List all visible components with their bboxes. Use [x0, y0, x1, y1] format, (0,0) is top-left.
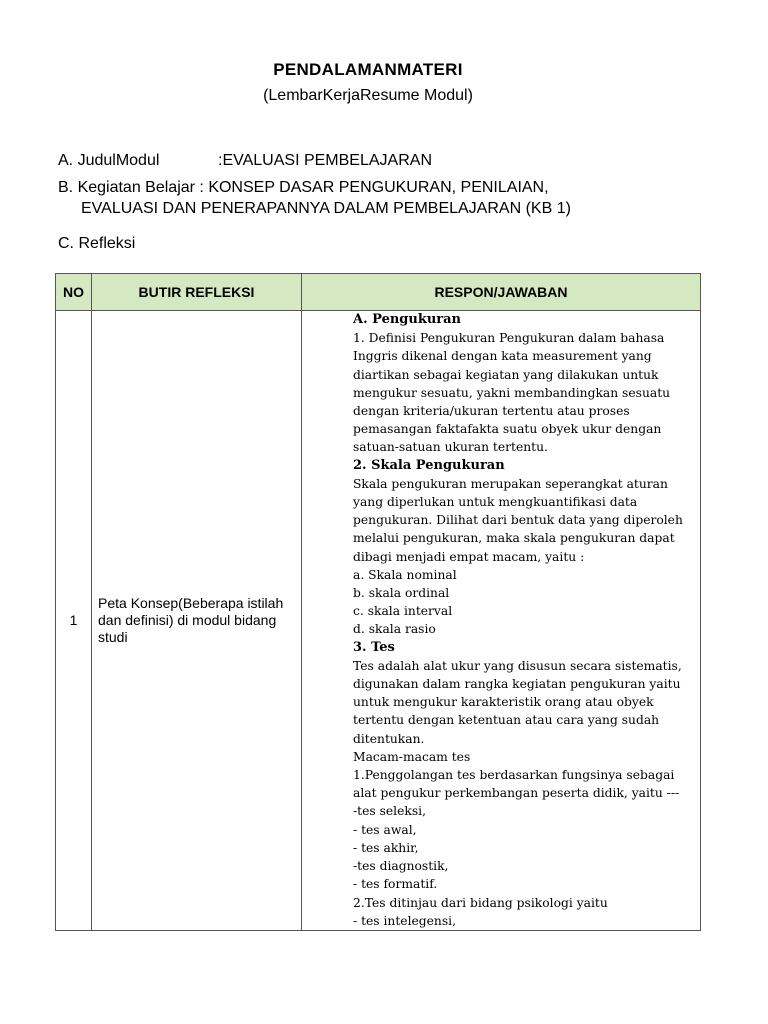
kegiatan-belajar-line2: EVALUASI DAN PENERAPANNYA DALAM PEMBELAJARAN (KB 1) — [81, 200, 571, 217]
table-header-row — [56, 274, 701, 311]
respon-line: tertentu dengan ketentuan atau cara yang sudah — [353, 713, 660, 728]
respon-line: 1. Definisi Pengukuran Pengukuran dalam bahasa — [353, 331, 665, 346]
respon-line: melalui pengukuran, maka skala pengukuran dapat — [353, 531, 675, 546]
respon-line: pemasangan faktafakta suatu obyek ukur dengan — [353, 422, 662, 437]
header-no: NO — [56, 274, 92, 311]
row-number: 1 — [56, 311, 92, 931]
respon-heading: 2. Skala Pengukuran — [353, 457, 505, 473]
respon-line: a. Skala nominal — [353, 567, 457, 582]
respon-heading: 3. Tes — [353, 639, 395, 655]
respon-line: diartikan sebagai kegiatan yang dilakukan untuk — [353, 367, 659, 382]
respon-line: digunakan dalam rangka kegiatan pengukuran yaitu — [353, 677, 681, 692]
judul-modul-label: A. JudulModul — [58, 152, 160, 169]
kegiatan-belajar — [58, 177, 571, 219]
refleksi-table — [55, 273, 701, 931]
respon-line: - tes intelegensi, — [353, 913, 457, 928]
butir-refleksi-cell: Peta Konsep(Beberapa istilah dan definisi) di modul bidang studi — [92, 311, 302, 931]
respon-line: 2.Tes ditinjau dari bidang psikologi yaitu — [353, 895, 608, 910]
respon-line: d. skala rasio — [353, 622, 436, 637]
respon-line: c. skala interval — [353, 604, 453, 619]
respon-line: mengukur sesuatu, yakni membandingkan sesuatu — [353, 385, 671, 400]
document-subtitle: (LembarKerjaResume Modul) — [263, 87, 473, 104]
respon-heading: A. Pengukuran — [353, 312, 462, 327]
judul-modul-line — [58, 150, 432, 171]
respon-line: - tes akhir, — [353, 840, 419, 855]
respon-line: Macam-macam tes — [353, 749, 471, 764]
respon-line: satuan-satuan ukuran tertentu. — [353, 440, 548, 455]
respon-line: dibagi menjadi empat macam, yaitu : — [353, 549, 585, 564]
respon-line: Tes adalah alat ukur yang disusun secara sistematis, — [353, 658, 682, 673]
respon-text — [353, 311, 694, 930]
respon-line: untuk mengukur karakteristik orang atau obyek — [353, 695, 654, 710]
header-butir-refleksi: BUTIR REFLEKSI — [92, 274, 302, 311]
kegiatan-belajar-line1: B. Kegiatan Belajar : KONSEP DASAR PENGUKURAN, PENILAIAN, — [58, 179, 549, 196]
respon-line: 1.Penggolangan tes berdasarkan fungsinya sebagai — [353, 768, 675, 783]
respon-line: dengan kriteria/ukuran tertentu atau proses — [353, 404, 630, 419]
respon-line: b. skala ordinal — [353, 586, 450, 601]
respon-line: alat pengukur perkembangan peserta didik, yaitu --- — [353, 786, 680, 801]
table-row — [56, 311, 701, 931]
respon-line: -tes seleksi, — [353, 804, 426, 819]
respon-line: Inggris dikenal dengan kata measurement yang — [353, 349, 652, 364]
respon-line: - tes formatif. — [353, 877, 438, 892]
header-respon-jawaban: RESPON/JAWABAN — [302, 274, 701, 311]
respon-line: yang diperlukan untuk mengkuantifikasi data — [353, 495, 638, 510]
respon-line: Skala pengukuran merupakan seperangkat aturan — [353, 476, 668, 491]
respon-jawaban-cell — [302, 311, 701, 931]
refleksi-label: C. Refleksi — [58, 235, 136, 252]
respon-line: - tes awal, — [353, 822, 417, 837]
respon-line: ditentukan. — [353, 731, 425, 746]
respon-line: -tes diagnostik, — [353, 859, 449, 874]
judul-modul-value: :EVALUASI PEMBELAJARAN — [218, 152, 432, 169]
respon-line: pengukuran. Dilihat dari bentuk data yang diperoleh — [353, 513, 683, 528]
document-title: PENDALAMANMATERI — [273, 60, 463, 79]
